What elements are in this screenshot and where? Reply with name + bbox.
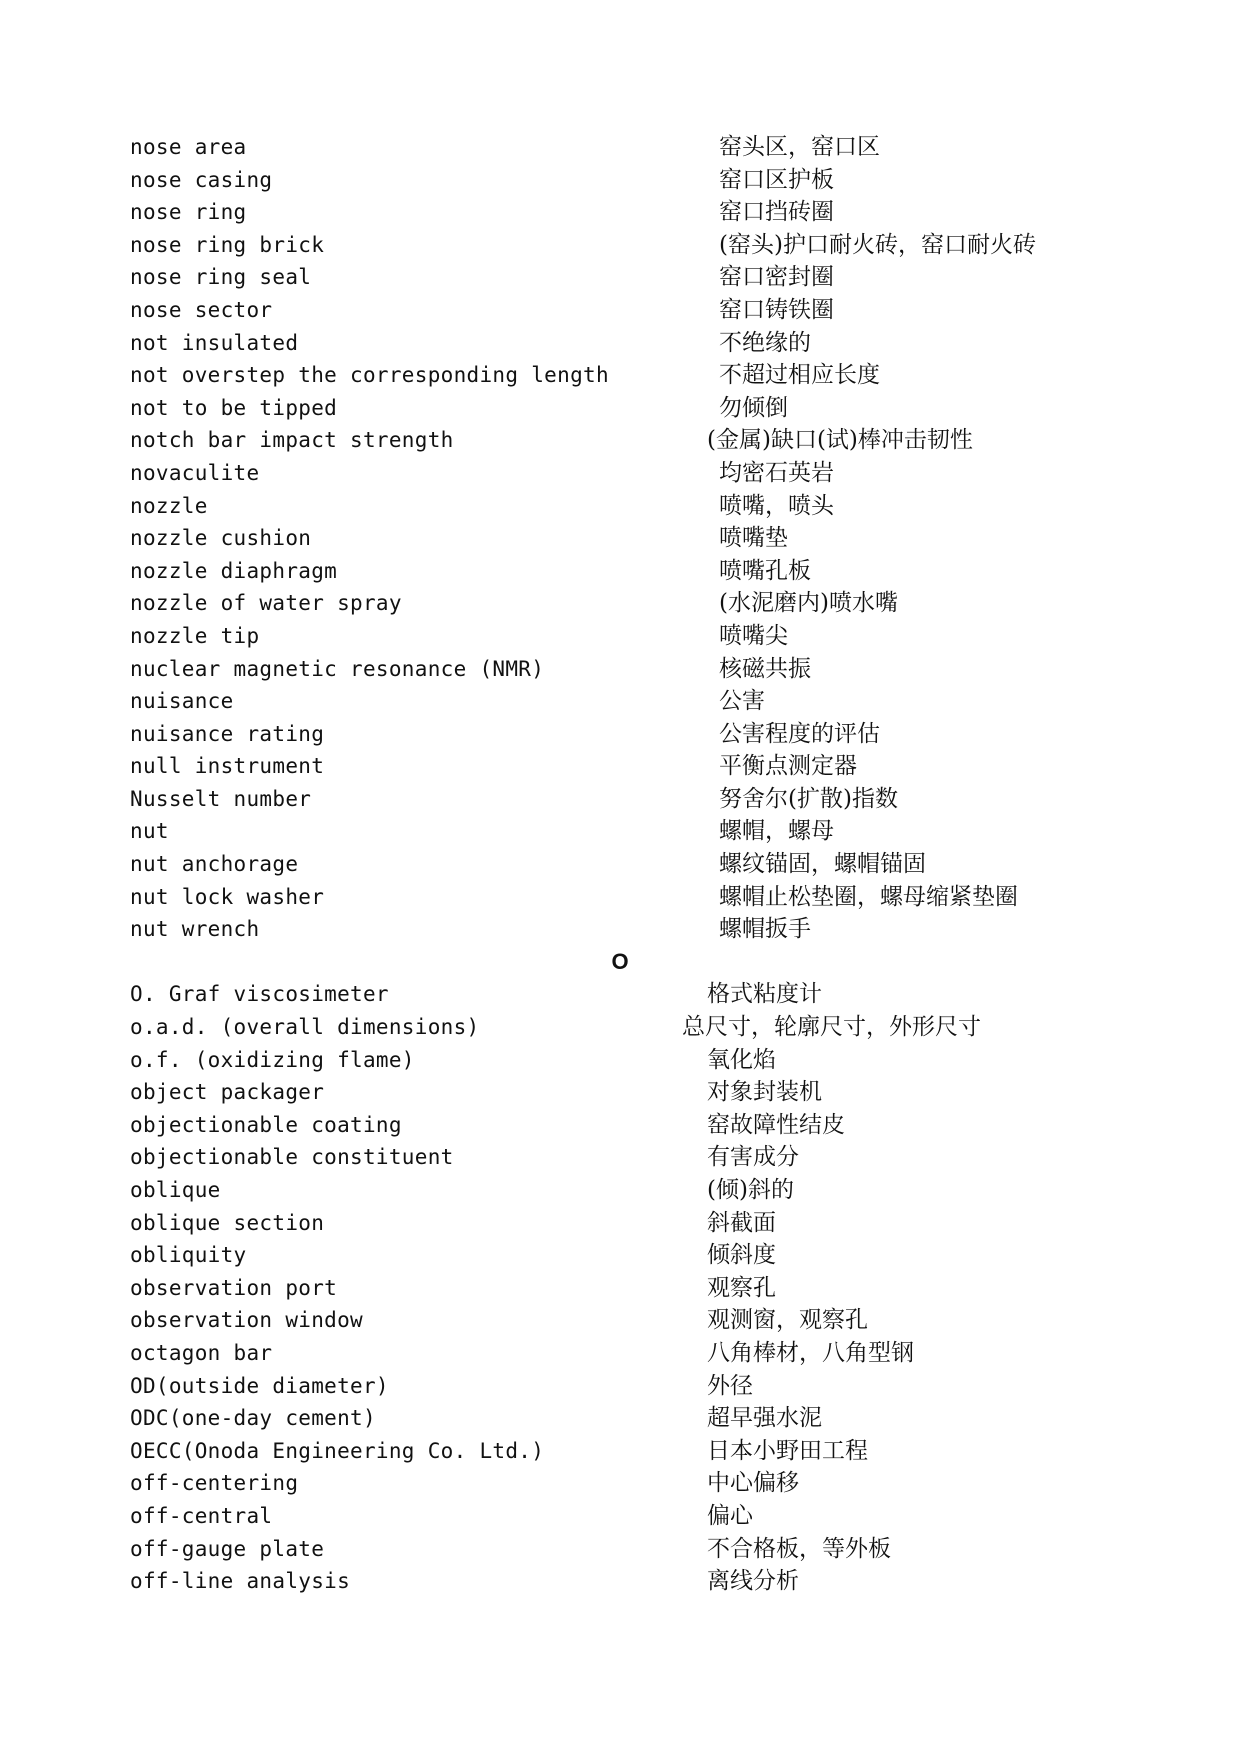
term-chinese: 八角棒材，八角型钢 <box>707 1339 914 1366</box>
term-english: O. Graf viscosimeter <box>130 982 389 1007</box>
glossary-list <box>0 131 1241 1598</box>
term-chinese: (倾)斜的 <box>707 1177 794 1203</box>
term-english: nut wrench <box>130 917 260 942</box>
term-chinese: 窑头区，窑口区 <box>719 134 880 160</box>
list-item <box>0 392 1241 425</box>
list-item <box>0 1565 1241 1598</box>
list-item <box>0 1337 1241 1370</box>
term-chinese: 喷嘴孔板 <box>719 557 811 584</box>
term-english: off-centering <box>130 1471 299 1496</box>
term-english: object packager <box>130 1080 325 1105</box>
list-item <box>0 685 1241 718</box>
term-english: o.a.d. (overall dimensions) <box>130 1015 480 1040</box>
term-chinese: 不绝缘的 <box>719 329 811 356</box>
term-chinese: 公害 <box>719 688 765 715</box>
term-chinese: 窑故障性结皮 <box>707 1111 845 1138</box>
term-chinese: 窑口挡砖圈 <box>719 199 834 226</box>
term-english: nozzle diaphragm <box>130 558 338 583</box>
term-chinese: (窑头)护口耐火砖，窑口耐火砖 <box>719 231 1036 258</box>
term-english: nose area <box>130 135 247 159</box>
term-chinese: 不超过相应长度 <box>719 362 880 389</box>
term-english: null instrument <box>130 754 325 779</box>
list-item <box>0 1076 1241 1109</box>
term-chinese: 倾斜度 <box>707 1242 776 1269</box>
list-item <box>0 848 1241 881</box>
list-item <box>0 1435 1241 1468</box>
term-chinese: 公害程度的评估 <box>719 720 880 747</box>
term-english: nozzle of water spray <box>130 591 402 616</box>
list-item <box>0 1467 1241 1500</box>
term-english: ODC(one-day cement) <box>130 1406 376 1431</box>
term-chinese: 中心偏移 <box>707 1470 799 1497</box>
list-item <box>0 1207 1241 1240</box>
term-chinese: 超早强水泥 <box>707 1405 822 1432</box>
term-english: nuisance rating <box>130 721 325 746</box>
list-item <box>0 587 1241 620</box>
term-chinese: 对象封装机 <box>707 1079 822 1106</box>
term-english: nuclear magnetic resonance (NMR) <box>130 656 545 681</box>
term-english: OECC(Onoda Engineering Co. Ltd.) <box>130 1438 545 1463</box>
term-chinese: 格式粘度计 <box>707 981 822 1008</box>
term-english: OD(outside diameter) <box>130 1373 389 1398</box>
list-item <box>0 164 1241 197</box>
term-english: nozzle cushion <box>130 526 312 551</box>
term-english: oblique <box>130 1178 221 1202</box>
list-item <box>0 1174 1241 1207</box>
list-item <box>0 750 1241 783</box>
term-chinese: 喷嘴，喷头 <box>719 492 834 519</box>
term-english: nozzle <box>130 493 208 518</box>
term-chinese: 窑口铸铁圈 <box>719 296 834 323</box>
term-english: notch bar impact strength <box>130 428 454 453</box>
list-item <box>0 653 1241 686</box>
list-item <box>0 1141 1241 1174</box>
list-item <box>0 261 1241 294</box>
term-chinese: 螺帽扳手 <box>719 916 811 943</box>
term-english: nose ring <box>130 200 247 225</box>
term-english: observation window <box>130 1308 363 1333</box>
list-item <box>0 1500 1241 1533</box>
term-chinese: 斜截面 <box>707 1209 776 1236</box>
section-heading-row <box>0 946 1241 979</box>
term-english: objectionable constituent <box>130 1145 454 1170</box>
list-item <box>0 1533 1241 1566</box>
list-item <box>0 522 1241 555</box>
list-item <box>0 978 1241 1011</box>
list-item <box>0 1239 1241 1272</box>
list-item <box>0 1109 1241 1142</box>
term-chinese: 喷嘴垫 <box>719 525 788 552</box>
term-english: oblique section <box>130 1210 325 1235</box>
term-chinese: 螺纹锚固，螺帽锚固 <box>719 851 926 878</box>
term-chinese: 核磁共振 <box>719 655 811 682</box>
term-english: nut lock washer <box>130 884 325 909</box>
term-chinese: 螺帽，螺母 <box>719 818 834 845</box>
term-english: octagon bar <box>130 1340 273 1365</box>
term-chinese: 均密石英岩 <box>719 459 834 486</box>
list-item <box>0 1044 1241 1077</box>
term-english: novaculite <box>130 460 260 485</box>
list-item <box>0 196 1241 229</box>
term-chinese: 平衡点测定器 <box>719 753 857 780</box>
term-english: off-gauge plate <box>130 1536 325 1561</box>
list-item <box>0 620 1241 653</box>
term-chinese: 观测窗，观察孔 <box>707 1307 868 1334</box>
term-english: nut <box>130 819 169 844</box>
list-item <box>0 131 1241 164</box>
term-chinese: 氧化焰 <box>707 1046 776 1073</box>
term-chinese: (水泥磨内)喷水嘴 <box>719 590 898 617</box>
term-english: nose ring brick <box>130 232 325 257</box>
list-item <box>0 457 1241 490</box>
term-chinese: 观察孔 <box>707 1274 776 1301</box>
term-english: o.f. (oxidizing flame) <box>130 1047 415 1072</box>
term-chinese: 窑口区护板 <box>719 166 834 193</box>
term-english: nose sector <box>130 297 273 322</box>
list-item <box>0 1370 1241 1403</box>
term-english: off-line analysis <box>130 1569 351 1594</box>
list-item <box>0 1272 1241 1305</box>
term-chinese: (金属)缺口(试)棒冲击韧性 <box>707 427 973 454</box>
list-item <box>0 1011 1241 1044</box>
term-chinese: 窑口密封圈 <box>719 264 834 291</box>
list-item <box>0 327 1241 360</box>
term-chinese: 总尺寸，轮廓尺寸，外形尺寸 <box>682 1014 981 1041</box>
list-item <box>0 424 1241 457</box>
list-item <box>0 1402 1241 1435</box>
term-english: nose casing <box>130 167 273 192</box>
list-item <box>0 229 1241 262</box>
list-item <box>0 913 1241 946</box>
list-item <box>0 294 1241 327</box>
list-item <box>0 1304 1241 1337</box>
term-chinese: 不合格板，等外板 <box>707 1535 891 1562</box>
term-chinese: 螺帽止松垫圈，螺母缩紧垫圈 <box>719 883 1018 910</box>
list-item <box>0 783 1241 816</box>
term-chinese: 勿倾倒 <box>719 394 788 421</box>
term-english: not overstep the corresponding length <box>130 363 609 388</box>
term-english: nozzle tip <box>130 623 260 648</box>
term-chinese: 日本小野田工程 <box>707 1437 868 1464</box>
term-chinese: 有害成分 <box>707 1144 799 1171</box>
list-item <box>0 359 1241 392</box>
list-item <box>0 881 1241 914</box>
list-item <box>0 718 1241 751</box>
term-english: obliquity <box>130 1243 247 1268</box>
term-english: not to be tipped <box>130 395 338 420</box>
list-item <box>0 555 1241 588</box>
term-english: objectionable coating <box>130 1112 402 1137</box>
term-english: off-central <box>130 1503 273 1528</box>
section-letter: O <box>611 948 629 974</box>
term-english: nut anchorage <box>130 852 299 877</box>
term-chinese: 外径 <box>707 1372 753 1399</box>
term-english: not insulated <box>130 330 299 355</box>
term-english: Nusselt number <box>130 786 312 811</box>
term-chinese: 偏心 <box>707 1502 753 1529</box>
term-chinese: 离线分析 <box>707 1568 799 1595</box>
term-english: observation port <box>130 1275 338 1300</box>
list-item <box>0 815 1241 848</box>
term-chinese: 喷嘴尖 <box>719 622 788 649</box>
term-chinese: 努舍尔(扩散)指数 <box>719 785 898 812</box>
term-english: nuisance <box>130 689 234 714</box>
list-item <box>0 490 1241 523</box>
term-english: nose ring seal <box>130 265 312 290</box>
